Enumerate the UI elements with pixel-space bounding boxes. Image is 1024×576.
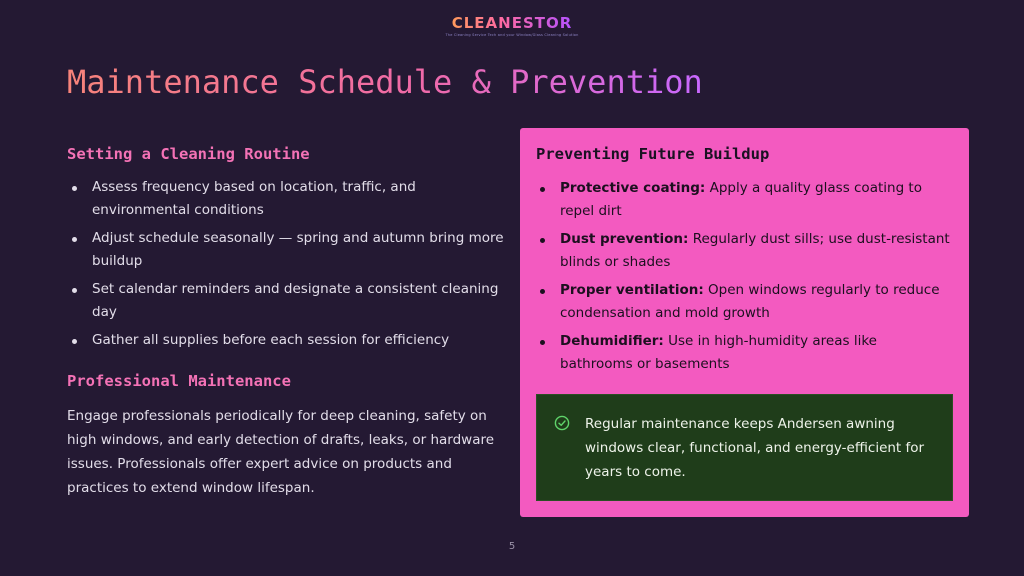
item-label: Dehumidifier: <box>560 333 664 349</box>
item-text: Apply a quality glass coating to repel dirt <box>560 180 922 219</box>
prevention-list <box>536 177 953 376</box>
item-text: Open windows regularly to reduce condensation and mold growth <box>560 282 940 321</box>
routine-heading: Setting a Cleaning Routine <box>67 145 310 163</box>
list-item: Set calendar reminders and designate a consistent cleaning day <box>67 278 507 324</box>
list-item <box>536 279 953 325</box>
card-heading: Preventing Future Buildup <box>536 145 770 163</box>
item-text: Regularly dust sills; use dust-resistant blinds or shades <box>560 231 950 270</box>
list-item <box>536 330 953 376</box>
list-item: Assess frequency based on location, traffic, and environmental conditions <box>67 176 507 222</box>
list-item: Adjust schedule seasonally — spring and autumn bring more buildup <box>67 227 507 273</box>
item-label: Proper ventilation: <box>560 282 704 298</box>
item-label: Protective coating: <box>560 180 706 196</box>
check-circle-icon <box>554 415 570 431</box>
list-item: Gather all supplies before each session for efficiency <box>67 329 507 352</box>
item-label: Dust prevention: <box>560 231 689 247</box>
slide-title: Maintenance Schedule & Prevention <box>67 63 703 101</box>
brand-tagline: The Cleaning Service Tech and your Window/Glass Cleaning Solution <box>445 33 579 37</box>
list-item <box>536 228 953 274</box>
maintenance-callout <box>536 394 953 501</box>
brand-logo <box>0 14 1024 37</box>
professional-text: Engage professionals periodically for deep cleaning, safety on high windows, and early detection of drafts, leaks, or hardware issues. Professionals offer expert advice on products and practices to extend window lifespan. <box>67 408 495 496</box>
list-item <box>536 177 953 223</box>
item-text: Use in high-humidity areas like bathrooms or basements <box>560 333 877 372</box>
prevention-card <box>520 128 969 517</box>
brand-name: CLEANESTOR <box>451 14 573 32</box>
professional-heading: Professional Maintenance <box>67 372 291 390</box>
page-number: 5 <box>508 541 516 552</box>
left-column <box>67 145 507 500</box>
routine-list <box>67 176 507 352</box>
callout-text: Regular maintenance keeps Andersen awning windows clear, functional, and energy-efficient for years to come. <box>585 416 925 480</box>
